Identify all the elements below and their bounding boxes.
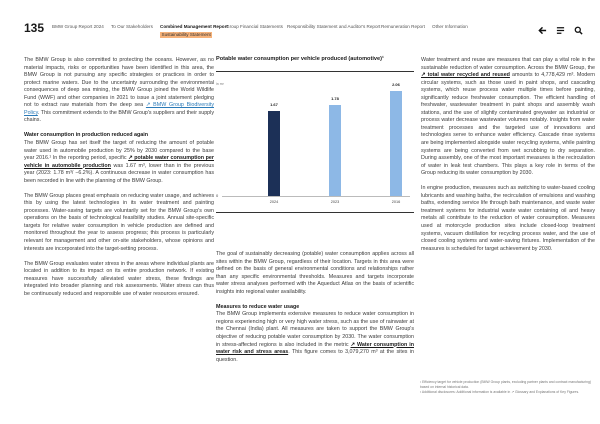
chart-title: Potable water consumption per vehicle produced (automotive)¹	[216, 56, 384, 62]
paragraph: The BMW Group places great emphasis on reducing water usage, and achieves this by using the latest technologies in its water treatment and painting processes. Water-saving targets are voluntarily set for the BMW Group's own operations on the basis of technological feasibility studies. Annual site-specific targets for relative water consumption in vehicle production are defined and monitored throughout the year to assess progress; this process is particularly relevant for management and other on-site stakeholders, whose opinions and interests are incorporated into the target-setting process.	[24, 192, 214, 252]
page-header	[0, 0, 600, 45]
paragraph: The BMW Group is also committed to protecting the oceans. However, as no material impacts, risks or opportunities have been identified in this area, the BMW Group is not pursuing any specific strategies or practices in order to protect marine waters. Due to the uncertainty surrounding the environmental consequences of deep sea mining, the BMW Group joined the World Wildlife Fund (WWF) and other companies in 2021 to issue a joint statement pledging not to extract raw materials from the deep sea ↗ BMW Group Biodiversity Policy. This commitment extends to the BMW Group's suppliers and their supply chains.	[24, 57, 214, 124]
plot-area	[216, 56, 414, 196]
paragraph: In engine production, measures such as switching to water-based cooling lubricants and washing baths, the recirculation of emulsions and washing baths, extending service life through bath maintenance, and waste water treatment systems for industrial waste water containing oil and heavy metals all contribute to the reduction of water consumption. Measures used at motorcycle production sites include closed-loop treatment systems, vacuum distillation for recycling process water, and the use of closed cooling systems and water-saving fixtures. Implementation of the measures is scheduled for target achievement by 2030.	[421, 185, 595, 252]
subnav-sustainability-statement[interactable]: Sustainability Statement	[161, 32, 211, 37]
section-heading: Water consumption in production reduced again	[24, 132, 149, 139]
x-label: 2024	[269, 200, 279, 204]
chart-bottom-rule	[216, 212, 414, 213]
paragraph: Water treatment and reuse are measures that can play a vital role in the sustainable reduction of water consumption. Across the BMW Group, the ↗ total water recycled and reused amounts to 4,778,429 m³. Modern circular systems, such as those used in paint shops, and cascading systems, which reuse process water multiple times before painting, significantly reduce freshwater consumption. The efficient handling of freshwater, wastewater treatment in paint shops and assembly wash stations, and the use of slightly contaminated greywater as industrial or process water decrease wastewater volumes notably. Insights from water treatment processes and the targeted use of innovations and technologies serve to enhance water efficiency. Cascade rinse systems are being implemented alongside water recycling systems, while painting systems are being converted from wet scrubbing to dry separation. During assembly, one of the most important measures is the recirculation of water in leak test chambers. This plays a key role in terms of the Group reducing its water consumption by 2030.	[421, 57, 595, 177]
menu-icon[interactable]	[556, 22, 565, 31]
nav-other-information[interactable]: Other Information	[432, 24, 468, 29]
bar-value: 1.67	[270, 102, 278, 107]
left-column	[24, 57, 214, 306]
biodiversity-policy-link[interactable]: ↗ BMW Group Biodiversity Policy	[24, 102, 214, 116]
page-number: 135	[24, 21, 45, 35]
middle-column	[216, 251, 414, 372]
paragraph: The BMW Group has set itself the target of reducing the amount of potable water used in automobile production by 25% by 2030 compared to the base year 2016.¹ In the reporting period, specific ↗ potable water consumption per vehicle in automobile production was 1.67 m³, lower than in the previous year (2023: 1.78 m³/ −6.2%). A continuous decrease in water consumption has been recorded in line with the planning of the BMW Group.	[24, 139, 214, 184]
nav-financial-statements[interactable]: Group Financial Statements	[226, 24, 283, 29]
nav-combined-management-report[interactable]: Combined Management Report	[160, 24, 228, 29]
nav-responsibility-statement[interactable]: Responsibility Statement and Auditor's Report	[287, 24, 381, 29]
back-arrow-icon[interactable]	[538, 22, 547, 31]
footnotes	[420, 380, 595, 395]
nav-report[interactable]: BMW Group Report 2024	[52, 24, 104, 29]
footnote: ² Additional disclosures: Additional information is available in ↗ Glossary and Explanations of Key Figures.	[420, 390, 580, 394]
bar-value: 2.06	[392, 82, 400, 87]
baseline	[222, 196, 410, 197]
bar-2016	[390, 91, 402, 196]
paragraph: The goal of sustainably decreasing (potable) water consumption applies across all sites within the BMW Group, regardless of their location. Targets in this area were defined on the basis of general environmental conditions and relationships rather than any specific environmental thresholds. Measures and targets incorporate water stress analyses performed with the Aqueduct Atlas on the basis of scientific insights into regional water availability.	[216, 251, 414, 295]
bar-2023	[329, 105, 341, 196]
search-icon[interactable]	[574, 22, 583, 31]
bar-2024	[268, 111, 280, 196]
potable-water-link[interactable]: ↗ potable water consumption per vehicle in automobile production	[24, 155, 214, 169]
x-label: 2016	[391, 200, 401, 204]
y-axis-zero: 0	[216, 193, 219, 198]
footnote: ¹ Efficiency target for vehicle production (BMW Group plants, excluding partner plants and contract manufacturing) based on internal historical data.	[420, 380, 592, 389]
nav-remuneration-report[interactable]: Remuneration Report	[381, 24, 425, 29]
bar-value: 1.78	[331, 96, 339, 101]
x-label: 2023	[330, 200, 340, 204]
paragraph: The BMW Group implements extensive measures to reduce water consumption in regions experiencing high or very high water stress, such as the use of rainwater at the Chennai (India) plant. All measures are taken to support the BMW Group's objective of reducing potable water consumption by 2030. The water consumption in stress-affected regions is also included in the metric ↗ Water consumption in water risk and stress areas. This figure comes to 3,079,270 m³ at the sites in question.	[216, 311, 414, 363]
section-heading: Measures to reduce water usage	[216, 303, 300, 310]
water-consumption-chart	[216, 56, 414, 231]
total-water-recycled-link[interactable]: ↗ total water recycled and reused	[421, 72, 510, 79]
water-risk-areas-link[interactable]: ↗ Water consumption in water risk and stress areas	[216, 341, 414, 356]
nav-stakeholders[interactable]: To Our Stakeholders	[111, 24, 153, 29]
right-column	[421, 57, 595, 261]
paragraph: The BMW Group evaluates water stress in the areas where individual plants are located in addition to its impact on its entire production network. If existing measures have successfully alleviated water stress, these findings are integrated into broader planning and risk assessments. Water stress can thus be continuously reduced and responsible use of water resources ensured.	[24, 260, 214, 297]
chart-unit: in m³	[216, 82, 224, 86]
